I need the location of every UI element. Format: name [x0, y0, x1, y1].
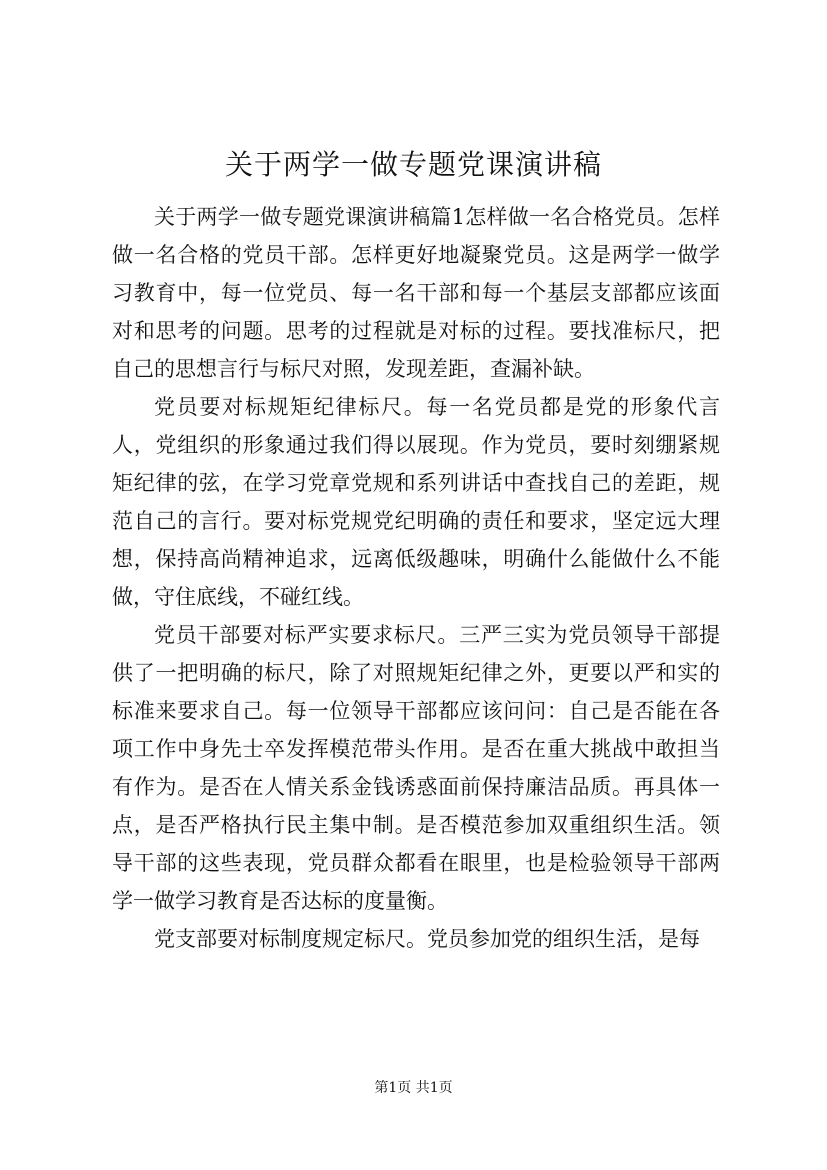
page-footer: 第1页 共1页 [374, 1080, 453, 1096]
paragraph-4: 党支部要对标制度规定标尺。党员参加党的组织生活，是每 [154, 927, 700, 951]
document-title: 关于两学一做专题党课演讲稿 [224, 148, 602, 181]
paragraph-1: 关于两学一做专题党课演讲稿篇1怎样做一名合格党员。怎样做一名合格的党员干部。怎样更好地凝聚党员。这是两学一做学习教育中，每一位党员、每一名干部和每一个基层支部都应该面对和思考的问题。思考的过程就是对标的过程。要找准标尺，把自己的思想言行与标尺对照，发现差距，查漏补缺。 [112, 205, 720, 381]
document-body [112, 198, 720, 958]
paragraph-3: 党员干部要对标严实要求标尺。三严三实为党员领导干部提供了一把明确的标尺，除了对照规矩纪律之外，更要以严和实的标准来要求自己。每一位领导干部都应该问问：自己是否能在各项工作中身先士卒发挥模范带头作用。是否在重大挑战中敢担当有作为。是否在人情关系金钱诱惑面前保持廉洁品质。再具体一点，是否严格执行民主集中制。是否模范参加双重组织生活。领导干部的这些表现，党员群众都看在眼里，也是检验领导干部两学一做学习教育是否达标的度量衡。 [112, 623, 720, 913]
paragraph-2: 党员要对标规矩纪律标尺。每一名党员都是党的形象代言人，党组织的形象通过我们得以展现。作为党员，要时刻绷紧规矩纪律的弦，在学习党章党规和系列讲话中查找自己的差距，规范自己的言行。要对标党规党纪明确的责任和要求，坚定远大理想，保持高尚精神追求，远离低级趣味，明确什么能做什么不能做，守住底线，不碰红线。 [112, 395, 720, 609]
